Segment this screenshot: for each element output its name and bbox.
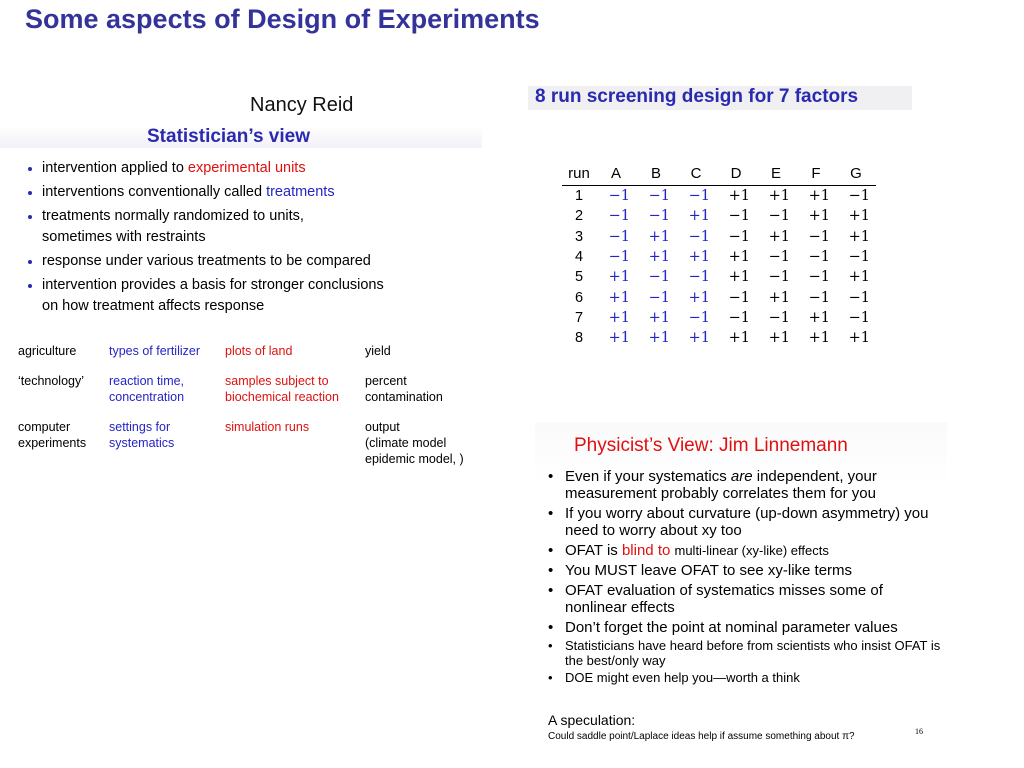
- factor-level-cell: −1: [768, 309, 790, 326]
- factor-level-cell: −1: [728, 208, 750, 225]
- factor-level-cell: +1: [808, 309, 830, 326]
- bullet-text: Don’t forget the point at nominal parameter values: [565, 619, 898, 636]
- factor-level-cell: −1: [808, 269, 830, 286]
- factor-level-cell: −1: [648, 269, 670, 286]
- design-row: [562, 206, 876, 226]
- design-row: [562, 287, 876, 307]
- field-cell: computer experiments: [18, 420, 87, 450]
- bullet-item: [548, 671, 948, 686]
- design-row: [562, 328, 876, 348]
- bullet-item: [548, 542, 948, 559]
- bullet-item: [548, 639, 948, 668]
- bullet-text: multi-linear (xy-like) effects: [674, 543, 829, 558]
- run-number-cell: 2: [574, 208, 584, 225]
- factor-level-cell: +1: [688, 289, 710, 306]
- factor-level-cell: +1: [768, 330, 790, 347]
- factor-level-cell: −1: [648, 289, 670, 306]
- factor-level-cell: −1: [608, 249, 630, 266]
- design-title: 8 run screening design for 7 factors: [535, 86, 859, 107]
- table-row: [18, 419, 475, 481]
- bullet-item: [548, 468, 948, 502]
- run-number-cell: 6: [574, 289, 584, 306]
- factor-level-cell: +1: [728, 188, 750, 205]
- table-header-row: [562, 164, 876, 186]
- bullet-text: treatments normally randomized to units,: [42, 208, 304, 224]
- column-header: G: [836, 164, 876, 186]
- column-header: A: [596, 164, 636, 186]
- run-number-cell: 8: [574, 330, 584, 347]
- factor-level-cell: −1: [688, 309, 710, 326]
- factor-level-cell: −1: [808, 228, 830, 245]
- bullet-text: DOE might even help you—worth a think: [565, 670, 800, 685]
- factor-level-cell: +1: [648, 249, 670, 266]
- run-number-cell: 5: [574, 269, 584, 286]
- bullet-item: [26, 182, 476, 203]
- screening-design-table: [562, 164, 876, 348]
- factor-level-cell: −1: [648, 188, 670, 205]
- bullet-text: OFAT is: [565, 542, 622, 559]
- column-header: C: [676, 164, 716, 186]
- speculation-label: A speculation:: [548, 712, 636, 728]
- factor-level-cell: −1: [688, 269, 710, 286]
- factor-level-cell: +1: [808, 208, 830, 225]
- factor-level-cell: −1: [768, 269, 790, 286]
- table-row: [18, 373, 475, 419]
- bullet-text: interventions conventionally called: [42, 184, 267, 200]
- unit-cell: simulation runs: [225, 420, 310, 434]
- factor-level-cell: −1: [848, 188, 870, 205]
- bullet-text: You MUST leave OFAT to see xy-like terms: [565, 562, 853, 579]
- response-cell: output (climate model epidemic model, ): [365, 420, 464, 466]
- bullet-text: Even if your systematics: [565, 468, 731, 485]
- factor-level-cell: +1: [768, 188, 790, 205]
- speculation-text: Could saddle point/Laplace ideas help if assume something about π?: [548, 731, 855, 742]
- bullet-text: sometimes with restraints: [42, 229, 206, 245]
- bullet-text: on how treatment affects response: [42, 298, 265, 314]
- column-header: F: [796, 164, 836, 186]
- factor-level-cell: −1: [808, 289, 830, 306]
- slide-title: Some aspects of Design of Experiments: [25, 4, 540, 34]
- factor-level-cell: +1: [728, 269, 750, 286]
- factor-level-cell: −1: [848, 289, 870, 306]
- design-row: [562, 267, 876, 287]
- factor-level-cell: +1: [848, 330, 870, 347]
- factor-level-cell: −1: [728, 289, 750, 306]
- factor-level-cell: +1: [648, 309, 670, 326]
- factor-level-cell: −1: [648, 208, 670, 225]
- table-row: [18, 343, 475, 373]
- response-cell: percent contamination: [365, 374, 443, 404]
- physicist-view-title: Physicist’s View: Jim Linnemann: [574, 435, 848, 456]
- treatment-cell: settings for systematics: [109, 420, 175, 450]
- factor-level-cell: −1: [608, 188, 630, 205]
- bullet-item: [548, 582, 948, 616]
- bullet-item: [548, 619, 948, 636]
- statistician-bullet-list: [26, 158, 476, 320]
- bullet-text: If you worry about curvature (up-down asymmetry) you need to worry about xy too: [565, 505, 929, 539]
- factor-level-cell: −1: [728, 228, 750, 245]
- bullet-item: [26, 206, 476, 248]
- statistician-view-title: Statistician’s view: [147, 126, 310, 147]
- unit-cell: samples subject to biochemical reaction: [225, 374, 339, 404]
- page-number: 16: [915, 727, 923, 736]
- bullet-item: [26, 275, 476, 317]
- factor-level-cell: +1: [648, 228, 670, 245]
- factor-level-cell: +1: [848, 228, 870, 245]
- unit-cell: plots of land: [225, 344, 293, 358]
- factor-level-cell: −1: [688, 228, 710, 245]
- bullet-text: intervention applied to: [42, 160, 188, 176]
- factor-level-cell: −1: [768, 249, 790, 266]
- column-header: run: [562, 164, 596, 186]
- column-header: E: [756, 164, 796, 186]
- factor-level-cell: +1: [688, 330, 710, 347]
- factor-level-cell: −1: [768, 208, 790, 225]
- run-number-cell: 3: [574, 228, 584, 245]
- bullet-item: [26, 158, 476, 179]
- factor-level-cell: −1: [848, 309, 870, 326]
- factor-level-cell: +1: [808, 188, 830, 205]
- factor-level-cell: −1: [808, 249, 830, 266]
- treatment-cell: reaction time, concentration: [109, 374, 185, 404]
- design-row: [562, 308, 876, 328]
- field-cell: ‘technology’: [18, 374, 85, 388]
- factor-level-cell: +1: [728, 330, 750, 347]
- bullet-text: Statisticians have heard before from scientists who insist OFAT is the best/only way: [565, 638, 941, 668]
- column-header: D: [716, 164, 756, 186]
- factor-level-cell: +1: [688, 249, 710, 266]
- factor-level-cell: −1: [848, 249, 870, 266]
- bullet-highlight: treatments: [266, 184, 335, 200]
- factor-level-cell: −1: [608, 208, 630, 225]
- factor-level-cell: +1: [768, 228, 790, 245]
- factor-level-cell: +1: [608, 330, 630, 347]
- factor-level-cell: −1: [688, 188, 710, 205]
- column-header: B: [636, 164, 676, 186]
- run-number-cell: 7: [574, 309, 584, 326]
- examples-table: [18, 343, 475, 481]
- field-cell: agriculture: [18, 344, 77, 358]
- factor-level-cell: +1: [608, 289, 630, 306]
- factor-level-cell: +1: [608, 309, 630, 326]
- factor-level-cell: +1: [768, 289, 790, 306]
- factor-level-cell: +1: [728, 249, 750, 266]
- treatment-cell: types of fertilizer: [109, 344, 201, 358]
- factor-level-cell: +1: [608, 269, 630, 286]
- bullet-item: [548, 505, 948, 539]
- factor-level-cell: +1: [848, 269, 870, 286]
- bullet-text: OFAT evaluation of systematics misses some of nonlinear effects: [565, 582, 883, 616]
- bullet-text: intervention provides a basis for stronger conclusions: [42, 277, 384, 293]
- bullet-highlight: experimental units: [187, 160, 306, 176]
- factor-level-cell: +1: [648, 330, 670, 347]
- bullet-item: [548, 562, 948, 579]
- factor-level-cell: +1: [688, 208, 710, 225]
- bullet-text: response under various treatments to be compared: [42, 253, 371, 269]
- factor-level-cell: +1: [848, 208, 870, 225]
- physicist-bullet-list: [548, 468, 948, 689]
- run-number-cell: 1: [574, 188, 584, 205]
- design-row: [562, 186, 876, 207]
- bullet-highlight: blind to: [621, 542, 671, 559]
- bullet-item: [26, 251, 476, 272]
- response-cell: yield: [365, 344, 391, 358]
- factor-level-cell: −1: [728, 309, 750, 326]
- factor-level-cell: −1: [608, 228, 630, 245]
- run-number-cell: 4: [574, 249, 584, 266]
- design-row: [562, 247, 876, 267]
- factor-level-cell: +1: [808, 330, 830, 347]
- design-table-body: [562, 186, 876, 349]
- design-row: [562, 227, 876, 247]
- author-name: Nancy Reid: [250, 94, 354, 116]
- bullet-text: independent, your measurement probably correlates them for you: [565, 468, 877, 502]
- bullet-emphasis: are: [730, 468, 753, 485]
